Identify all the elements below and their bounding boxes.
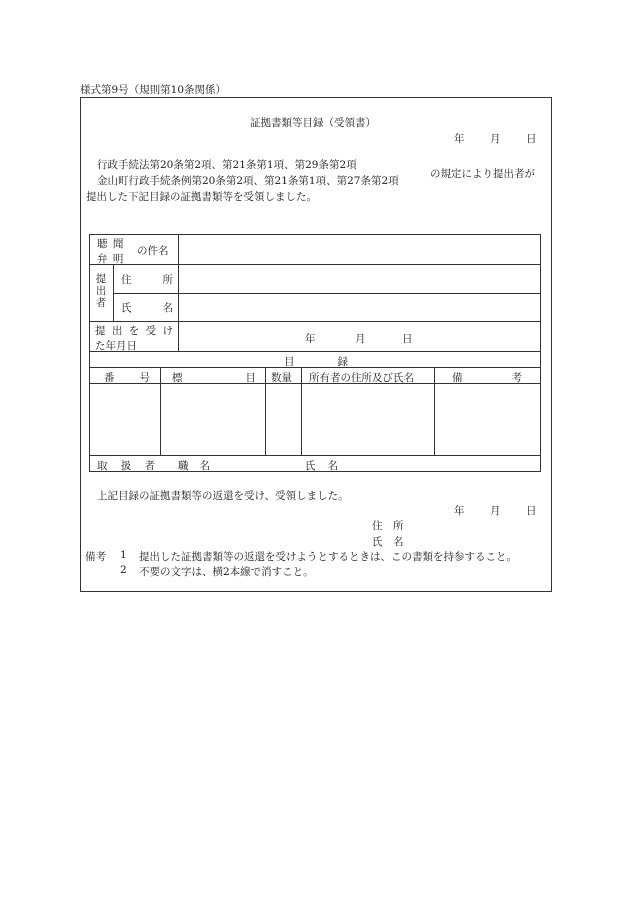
return-statement: 上記目録の証拠書類等の返還を受け、受領しました。 [97, 490, 349, 502]
submitter-address-field[interactable] [180, 266, 538, 292]
date-bottom-day: 日 [526, 505, 537, 517]
intro-line-2: 金山町行政手続条例第20条第2項、第21条第1項、第27条第2項 [97, 175, 399, 187]
col-remarks: 備 考 [452, 372, 522, 384]
col-owner: 所有者の住所及び氏名 [309, 372, 414, 384]
date-bottom-month: 月 [490, 505, 501, 517]
catalog-header: 目 録 [284, 356, 348, 368]
notes-label: 備考 [85, 551, 106, 563]
col-number: 番 号 [104, 372, 150, 384]
intro-line-1: 行政手続法第20条第2項、第21条第1項、第29条第2項 [97, 159, 357, 171]
received-date-day: 日 [402, 333, 413, 345]
explanation-label: 弁 明 [97, 253, 125, 265]
position-label: 職 名 [178, 460, 210, 472]
entry-number-cell[interactable] [91, 385, 159, 454]
received-date-month: 月 [355, 333, 366, 345]
received-date-year: 年 [305, 333, 316, 345]
entry-label-cell[interactable] [162, 385, 264, 454]
intro-suffix: の規定により提出者が [430, 168, 535, 180]
received-date-label-line1: 提 出 を 受 け [95, 325, 173, 337]
case-name-label: の件名 [137, 245, 169, 257]
col-label: 標 目 [172, 372, 256, 384]
received-date-label-line2: た年月日 [95, 340, 137, 352]
form-title: 証拠書類等目録（受領書） [250, 117, 376, 129]
note-1-text: 提出した証拠書類等の返還を受けようとするときは、この書類を持参すること。 [139, 551, 517, 563]
receiver-name-label: 氏 名 [372, 536, 404, 548]
handler-label: 取 扱 者 [97, 460, 155, 472]
entry-remarks-cell[interactable] [436, 385, 539, 454]
date-top-month: 月 [490, 133, 501, 145]
date-top-day: 日 [526, 133, 537, 145]
hearing-label: 聴 聞 [97, 238, 125, 250]
receiver-address-label: 住 所 [372, 520, 404, 532]
note-2-text: 不要の文字は、横2本線で消すこと。 [139, 566, 314, 578]
case-name-field[interactable] [180, 236, 538, 262]
note-2-number: 2 [120, 564, 127, 576]
submitter-name-field[interactable] [180, 295, 538, 320]
handler-name-label: 氏 名 [305, 460, 338, 472]
form-id: 様式第9号（規則第10条関係） [80, 84, 227, 96]
date-bottom-year: 年 [454, 505, 465, 517]
intro-line-3: 提出した下記目録の証拠書類等を受領しました。 [86, 191, 317, 203]
entry-quantity-cell[interactable] [267, 385, 300, 454]
col-quantity: 数量 [271, 372, 292, 384]
date-top-year: 年 [454, 133, 465, 145]
entry-owner-cell[interactable] [303, 385, 433, 454]
note-1-number: 1 [120, 549, 127, 561]
submitter-label: 提 出 者 [95, 273, 107, 309]
name-label: 氏 名 [121, 302, 173, 314]
address-label: 住 所 [121, 274, 173, 286]
